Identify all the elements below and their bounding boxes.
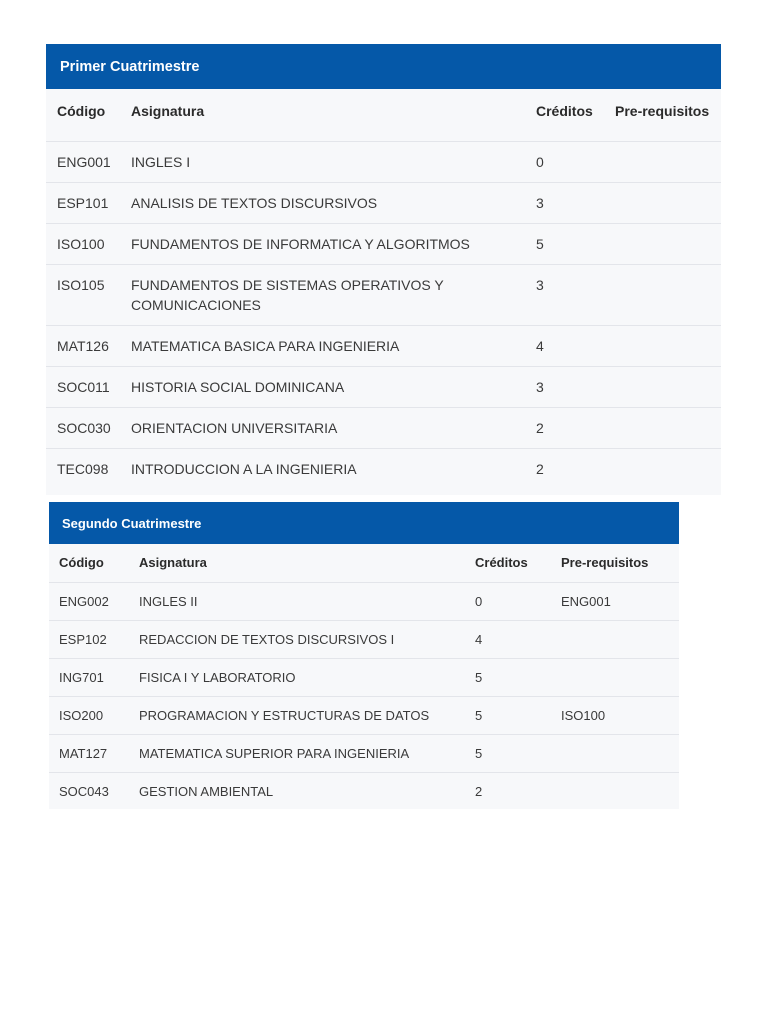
table-row — [46, 367, 721, 408]
cell-code: ESP102 — [49, 621, 139, 659]
cell-credits: 5 — [475, 697, 561, 735]
table-row — [46, 224, 721, 265]
semester-1-rows — [46, 142, 721, 490]
cell-prerequisites — [561, 735, 679, 773]
cell-prerequisites — [561, 621, 679, 659]
cell-prerequisites — [615, 408, 721, 449]
cell-code: SOC030 — [46, 408, 131, 449]
cell-code: ISO105 — [46, 265, 131, 326]
table-row — [49, 583, 679, 621]
column-header-credits: Créditos — [536, 103, 593, 119]
cell-subject: FUNDAMENTOS DE SISTEMAS OPERATIVOS Y COMUNICACIONES — [131, 265, 536, 326]
semester-1-title: Primer Cuatrimestre — [46, 44, 721, 89]
table-row — [49, 697, 679, 735]
cell-prerequisites — [615, 265, 721, 326]
table-row — [46, 142, 721, 183]
cell-prerequisites: ENG001 — [561, 583, 679, 621]
cell-prerequisites — [561, 773, 679, 811]
cell-code: ISO100 — [46, 224, 131, 265]
cell-credits: 4 — [475, 621, 561, 659]
cell-subject: ANALISIS DE TEXTOS DISCURSIVOS — [131, 183, 536, 224]
cell-credits: 5 — [475, 659, 561, 697]
semester-2-rows — [49, 583, 679, 811]
table-row — [46, 265, 721, 326]
cell-prerequisites — [561, 659, 679, 697]
cell-subject: FUNDAMENTOS DE INFORMATICA Y ALGORITMOS — [131, 224, 536, 265]
table-row — [46, 449, 721, 490]
cell-code: ESP101 — [46, 183, 131, 224]
cell-prerequisites: ISO100 — [561, 697, 679, 735]
cell-subject: INGLES II — [139, 583, 475, 621]
table-row — [49, 621, 679, 659]
cell-prerequisites — [615, 142, 721, 183]
column-header-credits: Créditos — [475, 555, 528, 570]
cell-subject: MATEMATICA BASICA PARA INGENIERIA — [131, 326, 536, 367]
cell-code: TEC098 — [46, 449, 131, 490]
cell-credits: 5 — [536, 224, 615, 265]
cell-credits: 3 — [536, 367, 615, 408]
cell-code: ING701 — [49, 659, 139, 697]
column-header-subject: Asignatura — [131, 103, 205, 119]
cell-subject: GESTION AMBIENTAL — [139, 773, 475, 811]
column-header-prerequisites: Pre-requisitos — [615, 103, 710, 119]
table-row — [49, 735, 679, 773]
cell-prerequisites — [615, 326, 721, 367]
semester-1-table — [46, 89, 721, 489]
cell-code: MAT127 — [49, 735, 139, 773]
table-row — [49, 773, 679, 811]
semester-2-table — [49, 544, 679, 810]
cell-credits: 0 — [536, 142, 615, 183]
cell-subject: FISICA I Y LABORATORIO — [139, 659, 475, 697]
cell-credits: 5 — [475, 735, 561, 773]
table-row — [46, 326, 721, 367]
cell-prerequisites — [615, 224, 721, 265]
table-row — [46, 408, 721, 449]
column-header-prerequisites: Pre-requisitos — [561, 555, 649, 570]
cell-subject: MATEMATICA SUPERIOR PARA INGENIERIA — [139, 735, 475, 773]
cell-subject: INGLES I — [131, 142, 536, 183]
column-header-code: Código — [57, 103, 106, 119]
table-header-row — [46, 89, 721, 142]
cell-code: SOC011 — [46, 367, 131, 408]
cell-code: SOC043 — [49, 773, 139, 811]
cell-code: ENG002 — [49, 583, 139, 621]
cell-credits: 0 — [475, 583, 561, 621]
semester-1-section — [46, 44, 721, 495]
semester-2-title: Segundo Cuatrimestre — [49, 502, 679, 544]
cell-subject: ORIENTACION UNIVERSITARIA — [131, 408, 536, 449]
cell-credits: 4 — [536, 326, 615, 367]
table-header-row — [49, 544, 679, 583]
table-row — [46, 183, 721, 224]
cell-code: ISO200 — [49, 697, 139, 735]
cell-code: ENG001 — [46, 142, 131, 183]
cell-credits: 3 — [536, 183, 615, 224]
column-header-code: Código — [59, 555, 104, 570]
cell-subject: INTRODUCCION A LA INGENIERIA — [131, 449, 536, 490]
cell-credits: 2 — [475, 773, 561, 811]
cell-credits: 3 — [536, 265, 615, 326]
cell-credits: 2 — [536, 408, 615, 449]
cell-code: MAT126 — [46, 326, 131, 367]
semester-2-section — [49, 502, 679, 809]
cell-prerequisites — [615, 449, 721, 490]
cell-subject: HISTORIA SOCIAL DOMINICANA — [131, 367, 536, 408]
cell-prerequisites — [615, 183, 721, 224]
cell-subject: PROGRAMACION Y ESTRUCTURAS DE DATOS — [139, 697, 475, 735]
column-header-subject: Asignatura — [139, 555, 207, 570]
cell-subject: REDACCION DE TEXTOS DISCURSIVOS I — [139, 621, 475, 659]
cell-credits: 2 — [536, 449, 615, 490]
cell-prerequisites — [615, 367, 721, 408]
table-row — [49, 659, 679, 697]
